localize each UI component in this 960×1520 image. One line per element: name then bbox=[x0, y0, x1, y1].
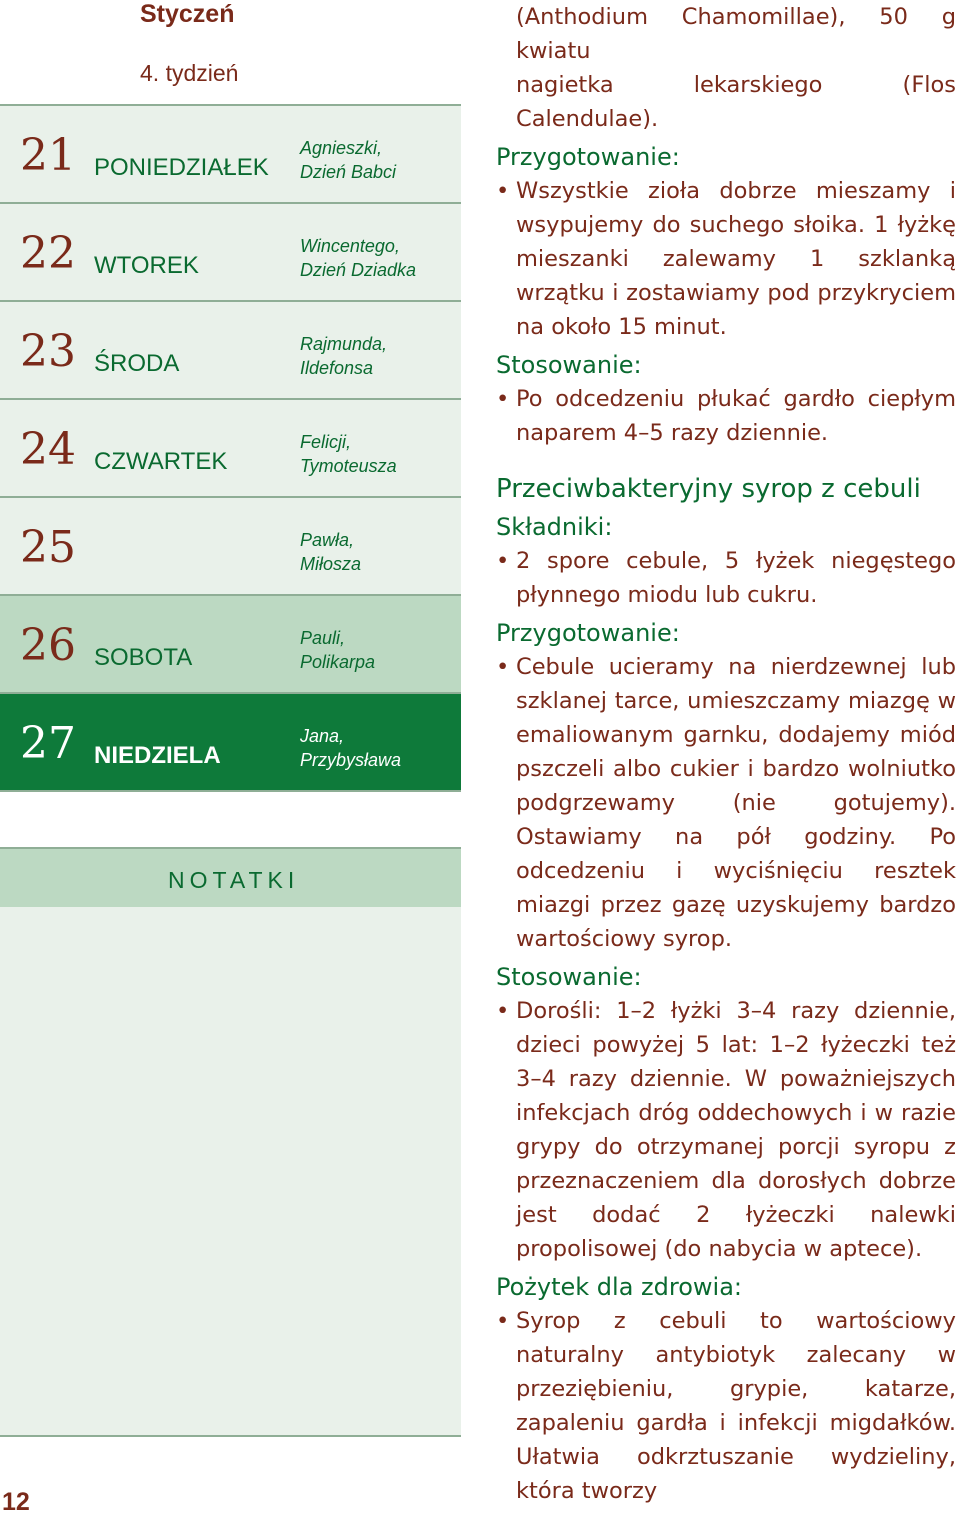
day-name: ŚRODA bbox=[94, 350, 180, 377]
day-number: 22 bbox=[20, 228, 76, 279]
name-days: Rajmunda, Ildefonsa bbox=[300, 334, 388, 378]
day-row bbox=[0, 106, 461, 204]
bullet-paragraph: • Syrop z cebuli to wartościowy naturalny antybiotyk zalecany w przeziębieniu, grypie, katarze, zapaleniu gardła i infekcji migdałków. Ułatwia odkrztuszanie wydzieliny, która tworzy bbox=[496, 1304, 956, 1508]
day-row-saturday bbox=[0, 596, 461, 694]
day-number: 21 bbox=[20, 130, 76, 181]
notes-label: NOTATKI bbox=[168, 867, 300, 893]
day-number: 25 bbox=[20, 522, 76, 573]
day-row bbox=[0, 204, 461, 302]
month-title: Styczeń bbox=[140, 0, 235, 28]
day-name: CZWARTEK bbox=[94, 448, 228, 475]
name-days: Pauli, Polikarpa bbox=[300, 628, 376, 672]
day-number: 27 bbox=[20, 718, 76, 769]
section-heading: Stosowanie: bbox=[496, 351, 642, 379]
name-days: Pawła, Miłosza bbox=[300, 530, 362, 574]
day-name: PONIEDZIAŁEK bbox=[94, 154, 269, 181]
section-heading: Przygotowanie: bbox=[496, 619, 680, 647]
section-heading: Stosowanie: bbox=[496, 963, 642, 991]
day-number: 26 bbox=[20, 620, 76, 671]
day-name: NIEDZIELA bbox=[94, 742, 221, 769]
page-number: 12 bbox=[2, 1488, 30, 1516]
recipe-title: Przeciwbakteryjny syrop z cebuli bbox=[496, 474, 921, 504]
name-days: Agnieszki, Dzień Babci bbox=[300, 138, 397, 182]
recipe-text bbox=[496, 0, 956, 1508]
day-number: 24 bbox=[20, 424, 76, 475]
week-label: 4. tydzień bbox=[140, 60, 239, 86]
continued-text-line: nagietka lekarskiego (Flos Calendulae). bbox=[516, 72, 956, 132]
day-list bbox=[0, 104, 461, 792]
section-heading: Składniki: bbox=[496, 513, 613, 541]
day-number: 23 bbox=[20, 326, 76, 377]
notes-area[interactable] bbox=[0, 907, 461, 1437]
name-days: Wincentego, Dzień Dziadka bbox=[300, 236, 417, 280]
bullet-paragraph: • Wszystkie zioła dobrze mieszamy i wsypujemy do suchego słoika. 1 łyżkę mieszanki zalewamy 1 szklanką wrzątku i zostawiamy pod przykryciem na około 15 minut. bbox=[496, 174, 956, 344]
notes-header bbox=[0, 847, 461, 909]
day-row-sunday bbox=[0, 694, 461, 792]
bullet-paragraph: • Dorośli: 1–2 łyżki 3–4 razy dziennie, dzieci powyżej 5 lat: 1–2 łyżeczki też 3–4 razy dziennie. W poważniejszych infekcjach dróg oddechowych i w razie grypy do otrzymanej porcji syropu z przeznaczeniem dla dorosłych dobrze jest dodać 2 łyżeczki nalewki propolisowej (do nabycia w aptece). bbox=[496, 994, 956, 1266]
day-name: SOBOTA bbox=[94, 644, 193, 671]
continued-text-line: (Anthodium Chamomillae), 50 g kwiatu bbox=[516, 4, 956, 64]
section-heading: Przygotowanie: bbox=[496, 143, 680, 171]
day-row bbox=[0, 302, 461, 400]
section-heading: Pożytek dla zdrowia: bbox=[496, 1273, 742, 1301]
name-days: Jana, Przybysława bbox=[300, 726, 402, 770]
bullet-paragraph: • Cebule ucieramy na nierdzewnej lub szklanej tarce, umieszczamy miazgę w emaliowanym garnku, dodajemy miód pszczeli albo cukier i bardzo wolniutko podgrzewamy (nie gotujemy). Ostawiamy na pół godziny. Po odcedzeniu i wyciśnięciu resztek miazgi przez gazę uzyskujemy bardzo wartościowy syrop. bbox=[496, 650, 956, 956]
day-row bbox=[0, 498, 461, 596]
bullet-paragraph: • 2 spore cebule, 5 łyżek niegęstego płynnego miodu lub cukru. bbox=[496, 544, 956, 612]
day-name: WTOREK bbox=[94, 252, 199, 279]
day-row bbox=[0, 400, 461, 498]
bullet-paragraph: • Po odcedzeniu płukać gardło ciepłym naparem 4–5 razy dziennie. bbox=[496, 382, 956, 450]
name-days: Felicji, Tymoteusza bbox=[300, 432, 397, 476]
